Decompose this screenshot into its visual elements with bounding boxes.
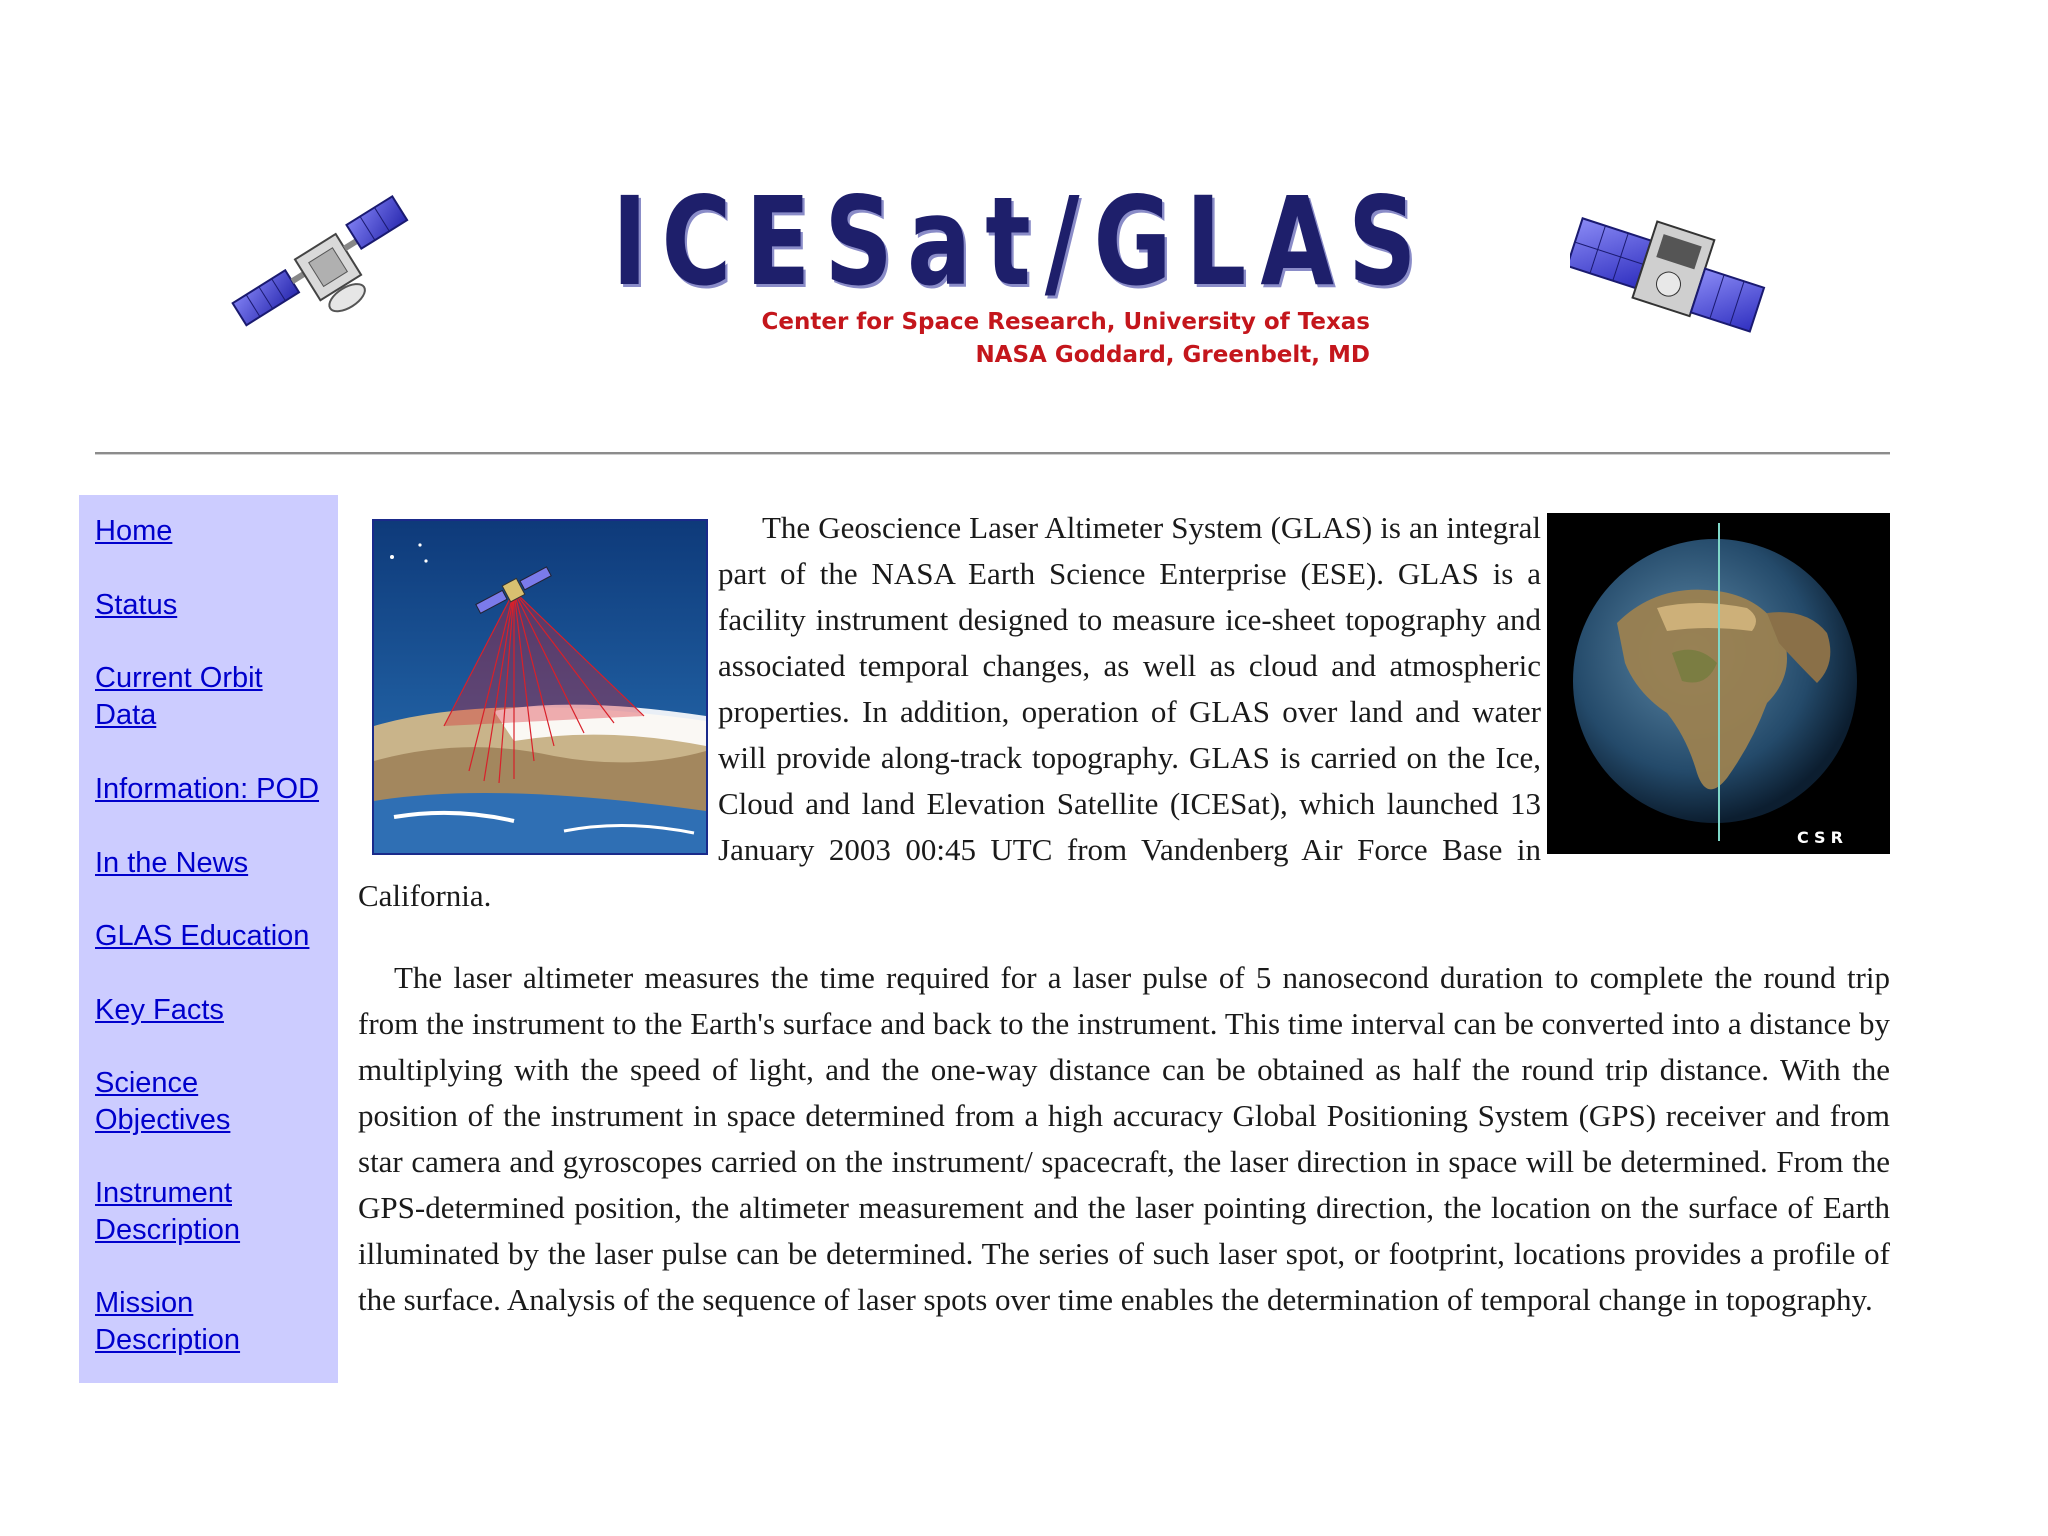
main-content <box>358 505 1890 1385</box>
nav-science-objectives[interactable]: Science Objectives <box>95 1067 231 1136</box>
nav-in-the-news[interactable]: In the News <box>95 847 249 879</box>
subtitle-line-1: Center for Space Research, University of Texas <box>761 309 1370 335</box>
sidebar-nav <box>79 495 338 1383</box>
csr-logo: CSR <box>1797 828 1848 847</box>
laser-altimeter-paragraph: The laser altimeter measures the time required for a laser pulse of 5 nanosecond duration to complete the round trip from the instrument to the Earth's surface and back to the instrument. This time interval can be converted into a distance by multiplying with the speed of light, and the one-way distance can be obtained as half the round trip distance. With the position of the instrument in space determined from a high accuracy Global Positioning System (GPS) receiver and from star camera and gyroscopes carried on the instrument/ spacecraft, the laser direction in space will be determined. From the GPS-determined position, the altimeter measurement and the laser pointing direction, the location on the surface of Earth illuminated by the laser pulse can be determined. The series of such laser spot, or footprint, locations provides a profile of the surface. Analysis of the sequence of laser spots over time enables the determination of temporal change in topography. <box>358 960 1890 1317</box>
earth-globe-image <box>1547 513 1890 854</box>
subtitle-line-2: NASA Goddard, Greenbelt, MD <box>975 342 1370 368</box>
nav-home[interactable]: Home <box>95 515 173 547</box>
right-satellite-image <box>1570 198 1770 348</box>
nav-key-facts[interactable]: Key Facts <box>95 994 224 1026</box>
site-title: ICESat/GLAS <box>612 171 1431 313</box>
site-subtitle <box>600 306 1370 372</box>
intro-paragraph-text: The Geoscience Laser Altimeter System (GLAS) is an integral part of the NASA Earth Science Enterprise (ESE). GLAS is a facility instrument designed to measure ice-sheet topography and associated temporal changes, as well as cloud and atmospheric properties. In addition, operation of GLAS over land and water will provide along-track topography. GLAS is carried on the Ice, Cloud and land Elevation Satellite (ICESat), which launched 13 January 2003 00:45 UTC from Vandenberg Air Force Base in California. <box>358 510 1541 913</box>
left-satellite-image <box>222 180 422 350</box>
nav-glas-education[interactable]: GLAS Education <box>95 920 310 952</box>
laser-altimeter-illustration <box>372 519 708 855</box>
nav-mission-description[interactable]: Mission Description <box>95 1287 241 1356</box>
nav-information-pod[interactable]: Information: POD <box>95 773 320 805</box>
header-divider <box>95 452 1890 455</box>
page-header <box>0 0 2048 420</box>
nav-current-orbit-data[interactable]: Current Orbit Data <box>95 662 263 731</box>
nav-status[interactable]: Status <box>95 589 178 621</box>
nav-instrument-description[interactable]: Instrument Description <box>95 1177 241 1246</box>
